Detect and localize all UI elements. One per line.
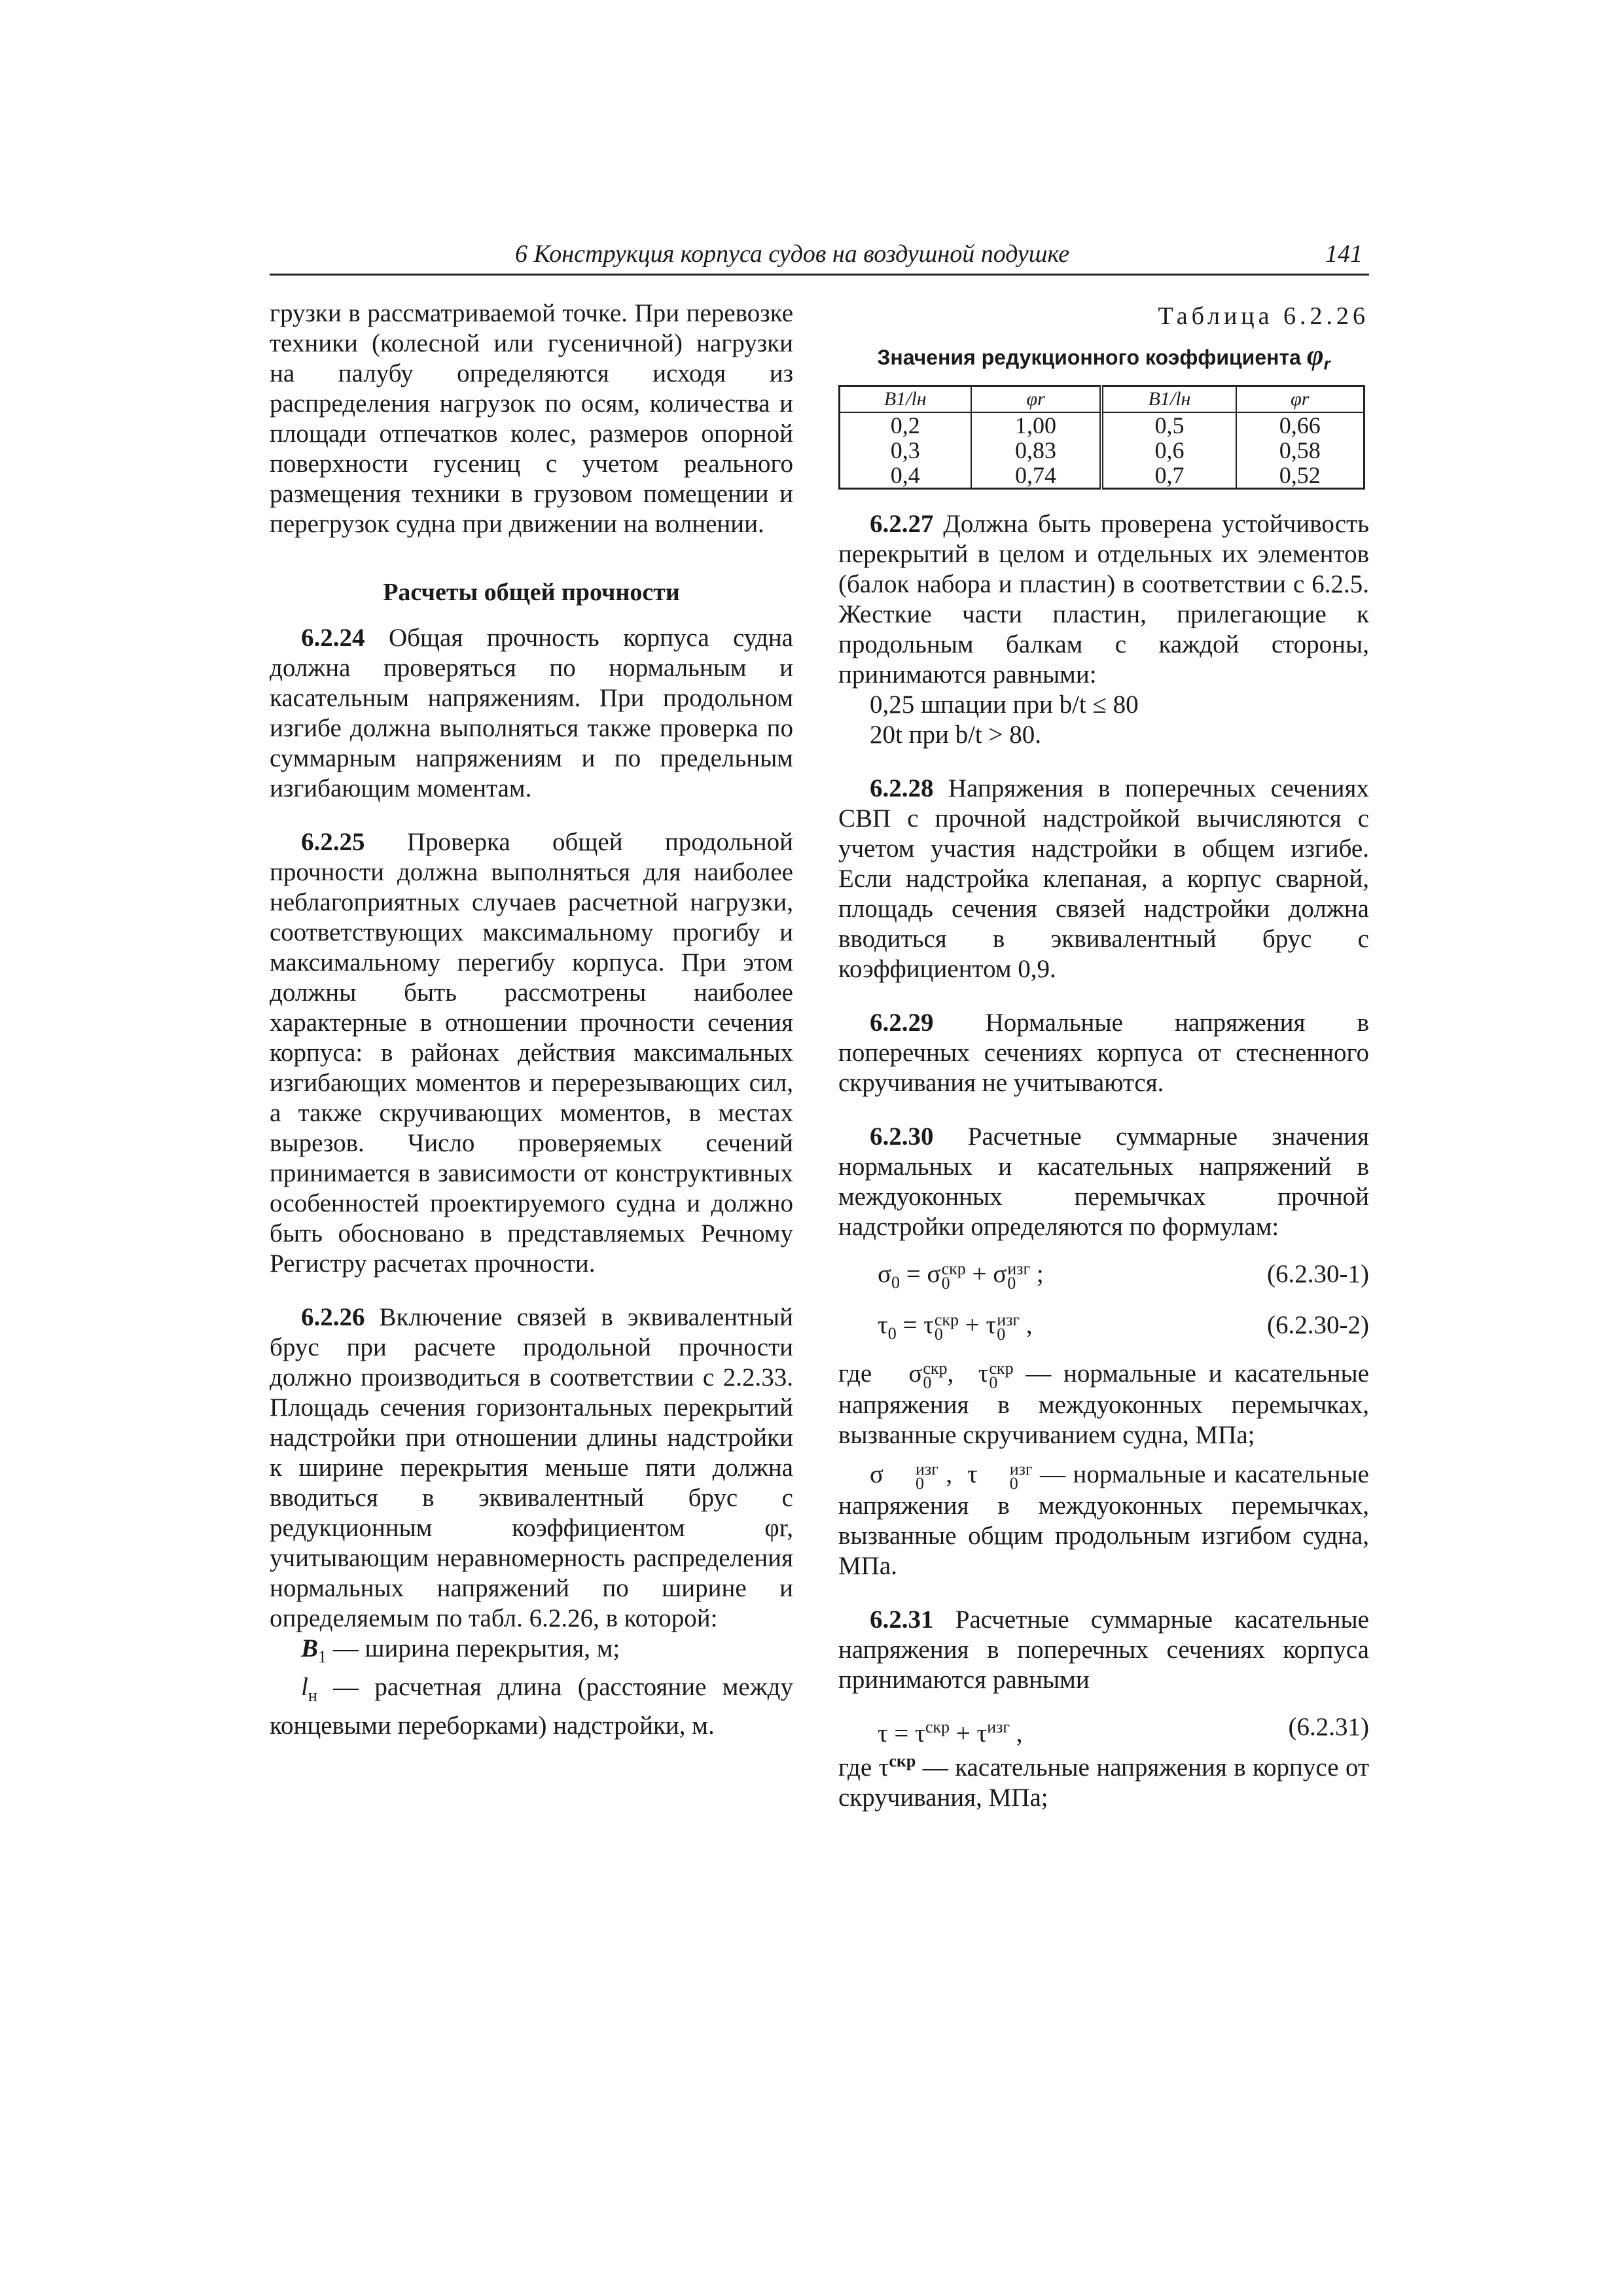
clause-text: Общая прочность корпуса судна должна проверяться по нормальным и касательным напряжениям. При продольном изгибе должна выполняться также проверка по суммарным напряжениям и по предельным изгибающим моментам.: [270, 624, 793, 802]
table-header-cell: φr: [1236, 386, 1364, 413]
reduction-coefficient-table: [838, 385, 1365, 490]
where-clause-3: где $\tau^{скр}$ — касательные напряжения в корпусе от скручивания, МПа;: [838, 1751, 1369, 1812]
clause-text: Нормальные напряжения в поперечных сечениях корпуса от стесненного скручивания не учитываются.: [838, 1009, 1369, 1098]
formula-6-2-30-1: [838, 1257, 1369, 1293]
paragraph-6-2-25: [270, 827, 793, 1279]
formula-expression: $\sigma_0 = \sigma$ скр 0 + σ изг 0 ;: [878, 1259, 1044, 1293]
condition-line-1: 0,25 шпации при b/t ≤ 80: [870, 691, 1139, 719]
formula-6-2-31: [838, 1710, 1369, 1746]
table-cell: 0,6: [1101, 438, 1236, 463]
running-header: [270, 237, 1369, 276]
left-column: [270, 298, 793, 1741]
paragraph-6-2-24: [270, 623, 793, 804]
where-clause-1: где σ скр 0 , τ скр 0 — нормальные и касательные напряжения в междуоконных перемычках, вызванные скручиванием судна, МПа;: [838, 1359, 1369, 1450]
table-header-cell: B1/lн: [1101, 386, 1236, 413]
definition-ln: [270, 1672, 793, 1741]
right-column: [838, 298, 1369, 1813]
clause-number: 6.2.25: [301, 828, 365, 856]
paragraph-continued: грузки в рассматриваемой точке. При перевозке техники (колесной или гусеничной) нагрузки на палубу определяются исходя из распределения нагрузок по осям, количества и площади отпечатков колес, размеров опорной поверхности гусениц с учетом реального размещения техники в грузовом помещении и перегрузок судна при движении на волнении.: [270, 299, 793, 538]
clause-number: 6.2.28: [870, 774, 934, 803]
symbol: B: [301, 1634, 319, 1662]
definition-text: — ширина перекрытия, м;: [327, 1634, 620, 1662]
formula-number: (6.2.30-1): [1267, 1260, 1369, 1289]
paragraph-6-2-28: [838, 774, 1369, 984]
table-header-cell: B1/lн: [840, 386, 971, 413]
formula-number: (6.2.31): [1288, 1713, 1369, 1742]
table-cell: 0,4: [890, 462, 920, 489]
where-text: — нормальные и касательные напряжения в междуоконных перемычках, вызванные общим продольным изгибом судна, МПа.: [838, 1460, 1369, 1581]
table-cell: 0,58: [1236, 438, 1364, 463]
symbol: l: [301, 1672, 308, 1701]
condition-line-2: 20t при b/t > 80.: [870, 721, 1041, 749]
clause-number: 6.2.29: [870, 1009, 934, 1037]
clause-text: Напряжения в поперечных сечениях СВП с прочной надстройкой вычисляются с учетом участия надстройки в общем изгибе. Если надстройка клепаная, а корпус сварной, площадь сечения связей надстройки должна вводиться в эквивалентный брус с коэффициентом 0,9.: [838, 774, 1369, 984]
where-clause-2: σ изг 0 , τ изг 0 — нормальные и касательные напряжения в междуоконных перемычках, вызванные общим продольным изгибом судна, МПа.: [838, 1460, 1369, 1581]
where-text: — касательные напряжения в корпусе от скручивания, МПа;: [838, 1753, 1369, 1812]
clause-number: 6.2.27: [870, 510, 934, 539]
table-row: [840, 463, 1364, 489]
paragraph-6-2-27: [838, 509, 1369, 690]
formula-expression: $\tau = \tau^{скр} + \tau^{изг}$ ,: [878, 1717, 1023, 1748]
table-row: [840, 412, 1364, 438]
table-title: [838, 340, 1369, 378]
definition-b1: [270, 1634, 793, 1672]
table-header-row: [840, 386, 1364, 413]
table-header-cell: φr: [971, 386, 1102, 413]
section-title: Расчеты общей прочности: [383, 579, 680, 606]
table-cell: 1,00: [971, 412, 1102, 438]
table-title-symbol-sub: r: [1323, 353, 1330, 374]
table-title-text: Значения редукционного коэффициента: [877, 346, 1307, 369]
paragraph-6-2-29: [838, 1008, 1369, 1098]
page-number: 141: [1325, 240, 1363, 268]
table-cell: 0,2: [890, 412, 920, 439]
clause-number: 6.2.31: [870, 1605, 934, 1634]
table-cell: 0,52: [1236, 463, 1364, 489]
paragraph-6-2-30: [838, 1122, 1369, 1242]
clause-number: 6.2.26: [301, 1303, 365, 1331]
table-title-symbol: φ: [1306, 339, 1324, 371]
clause-number: 6.2.30: [870, 1122, 934, 1151]
table-row: [840, 438, 1364, 463]
clause-number: 6.2.24: [301, 624, 365, 652]
clause-text: Проверка общей продольной прочности должна выполняться для наиболее неблагоприятных случаев расчетной нагрузки, соответствующих максимальному прогибу и максимальному перегибу корпуса. При этом должны быть рассмотрены наиболее характерные в отношении прочности сечения корпуса: в районах действия максимальных изгибающих моментов и перерезывающих сил, а также скручивающих моментов, в местах вырезов. Число проверяемых сечений принимается в зависимости от конструктивных особенностей проектируемого судна и должно быть обосновано в представляемых Речному Регистру расчетах прочности.: [270, 828, 793, 1278]
table-cell: 0,83: [971, 438, 1102, 463]
formula-expression: $\tau_0 = \tau$ скр 0 + τ изг 0 ,: [878, 1310, 1033, 1344]
clause-text: Должна быть проверена устойчивость перекрытий в целом и отдельных их элементов (балок набора и пластин) в соответствии с 6.2.5. Жесткие части пластин, прилегающие к продольным балкам с каждой стороны, принимаются равными:: [838, 510, 1369, 689]
symbol-sub: 1: [318, 1647, 327, 1666]
clause-text: Расчетные суммарные касательные напряжения в поперечных сечениях корпуса принимаются равными: [838, 1605, 1369, 1695]
paragraph-6-2-31: [838, 1605, 1369, 1695]
chapter-title: 6 Конструкция корпуса судов на воздушной подушке: [515, 240, 1070, 268]
table-cell: 0,7: [1101, 463, 1236, 489]
clause-text: Включение связей в эквивалентный брус при расчете продольной прочности должно производиться в соответствии с 2.2.33. Площадь сечения горизонтальных перекрытий надстройки при отношении длины надстройки к ширине перекрытия меньше пяти должна вводиться в эквивалентный брус с редукционным коэффициентом φr, учитывающим неравномерность распределения нормальных напряжений по ширине и определяемым по табл. 6.2.26, в которой:: [270, 1303, 793, 1632]
table-cell: 0,74: [971, 463, 1102, 489]
formula-number: (6.2.30-2): [1267, 1311, 1369, 1340]
symbol-sub: н: [308, 1685, 317, 1705]
table-caption: Таблица 6.2.26: [1158, 302, 1369, 330]
table-cell: 0,3: [890, 437, 920, 464]
paragraph-6-2-26: [270, 1302, 793, 1634]
formula-6-2-30-2: [838, 1308, 1369, 1344]
definition-text: — расчетная длина (расстояние между концевыми переборками) надстройки, м.: [270, 1672, 793, 1740]
clause-text: Расчетные суммарные значения нормальных и касательных напряжений в междуоконных перемычках прочной надстройки определяются по формулам:: [838, 1122, 1369, 1242]
where-text: — нормальные и касательные напряжения в междуоконных перемычках, вызванные скручиванием судна, МПа;: [838, 1359, 1369, 1450]
table-cell: 0,66: [1236, 412, 1364, 438]
table-cell: 0,5: [1101, 412, 1236, 438]
